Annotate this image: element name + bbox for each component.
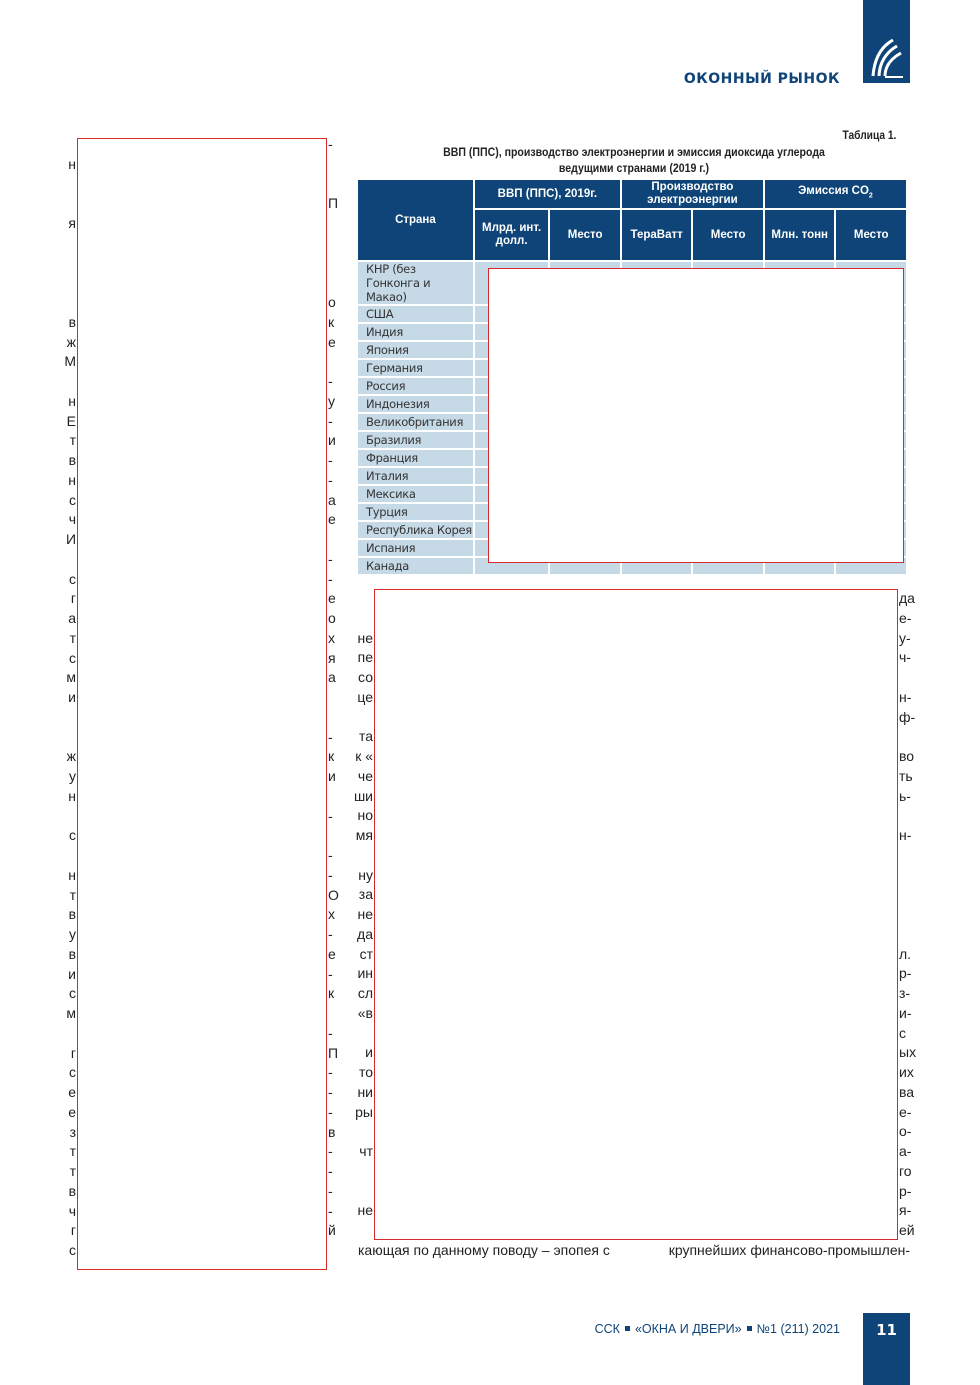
text-fragment: т (69, 1143, 76, 1160)
text-fragment: ч (68, 1202, 76, 1219)
header-co2-label: Эмиссия CO (798, 185, 869, 198)
footer-publisher: ССК (594, 1322, 620, 1336)
text-fragment: со (358, 669, 373, 685)
text-fragment: г (70, 1044, 76, 1061)
text-fragment: - (328, 807, 333, 824)
header-power-value: ТераВатт (622, 210, 692, 260)
table-caption: Таблица 1. (842, 128, 896, 142)
text-fragment: да (357, 925, 373, 942)
text-fragment: х (328, 906, 335, 923)
text-fragment: - (328, 847, 333, 863)
bullet-icon (747, 1326, 752, 1331)
text-fragment: е- (899, 1103, 912, 1120)
country-cell: Канада (358, 558, 473, 574)
header-co2 (765, 180, 906, 208)
text-fragment: М (64, 353, 76, 370)
redaction-box-left-column (77, 138, 327, 1270)
text-fragment: в (68, 1182, 76, 1199)
redaction-box-right-column (374, 589, 898, 1240)
text-fragment: т (69, 432, 76, 449)
text-fragment: а (68, 610, 76, 626)
text-fragment: ж (66, 333, 76, 350)
text-fragment: е (68, 1084, 76, 1100)
table-title-line: ВВП (ППС), производство электроэнергии и эмиссия диоксида углерода (443, 145, 825, 159)
text-fragment: н- (899, 827, 912, 843)
text-fragment: - (328, 1202, 333, 1219)
text-fragment: ей (899, 1222, 915, 1238)
text-fragment: о- (899, 1123, 912, 1140)
text-fragment: Е (66, 412, 76, 429)
country-cell: Мексика (358, 486, 473, 502)
text-fragment: о (328, 294, 336, 310)
text-fragment: ни (357, 1083, 373, 1100)
text-fragment: н (68, 471, 76, 488)
bullet-icon (625, 1326, 630, 1331)
text-fragment: сл (357, 985, 373, 1001)
text-fragment: т (69, 1163, 76, 1179)
table-title-line: ведущими странами (2019 г.) (558, 161, 710, 175)
country-cell: Индонезия (358, 396, 473, 412)
text-fragment: не (357, 1202, 373, 1219)
text-fragment: е (68, 1103, 76, 1120)
text-fragment: и (328, 432, 336, 449)
header-country: Страна (358, 180, 473, 260)
header-co2-rank: Место (836, 210, 906, 260)
text-fragment: у (69, 768, 76, 784)
text-fragment: ч- (899, 649, 911, 666)
text-fragment: - (328, 1143, 333, 1160)
text-fragment: н (68, 787, 76, 804)
text-fragment: ф- (899, 708, 916, 725)
text-fragment: м (66, 669, 76, 686)
text-fragment: к (328, 748, 335, 765)
text-fragment: - (328, 452, 333, 468)
text-fragment: ну (358, 866, 373, 883)
text-fragment: в (68, 313, 76, 330)
text-fragment: в (68, 452, 76, 468)
text-fragment: а (328, 491, 336, 508)
text-fragment: че (357, 767, 373, 784)
text-fragment: И (65, 531, 76, 547)
country-cell: Германия (358, 360, 473, 376)
text-fragment: с (69, 491, 76, 508)
text-fragment: - (328, 728, 333, 745)
text-fragment: чт (359, 1143, 373, 1159)
header-tab (863, 0, 910, 83)
country-cell: Бразилия (358, 432, 473, 448)
text-fragment: - (328, 136, 333, 152)
text-fragment: ч (68, 511, 76, 528)
text-fragment: да (899, 590, 915, 606)
text-fragment: р- (899, 1182, 912, 1199)
text-fragment: ши (353, 787, 373, 804)
text-fragment: - (328, 1163, 333, 1179)
country-cell: Франция (358, 450, 473, 466)
text-fragment: е- (899, 609, 912, 626)
text-fragment: П (328, 195, 339, 212)
text-fragment: а- (899, 1143, 912, 1159)
text-fragment: з (69, 1123, 76, 1140)
text-fragment: а (328, 669, 336, 686)
text-fragment: г (70, 590, 76, 607)
text-fragment: це (357, 688, 373, 705)
text-fragment: я (68, 215, 76, 231)
text-fragment: к (328, 313, 335, 330)
header-power-rank: Место (693, 210, 763, 260)
header-co2-value: Млн. тонн (765, 210, 835, 260)
text-fragment: го (899, 1162, 912, 1179)
text-fragment: е (328, 590, 336, 607)
footer-issue: №1 (211) 2021 (756, 1322, 840, 1336)
footer-magazine: «ОКНА И ДВЕРИ» (634, 1322, 742, 1336)
text-fragment: ры (355, 1103, 373, 1120)
text-fragment: - (328, 1182, 333, 1199)
text-fragment: ых (899, 1044, 917, 1061)
text-fragment: и (68, 965, 76, 982)
table-title (358, 144, 910, 176)
text-fragment: ж (66, 748, 76, 765)
text-fragment: м (66, 1005, 76, 1021)
country-cell: Великобритания (358, 414, 473, 430)
text-fragment: то (358, 1064, 373, 1080)
text-fragment: у (69, 926, 76, 942)
text-fragment: й (328, 1222, 336, 1239)
text-fragment: в (328, 1123, 336, 1140)
text-fragment: с (69, 570, 76, 587)
text-fragment: н (68, 155, 76, 172)
text-fragment: и (68, 689, 76, 705)
text-fragment: я (328, 649, 336, 666)
text-fragment: не (357, 906, 373, 922)
text-fragment: т (69, 629, 76, 646)
header-co2-sub: 2 (868, 192, 873, 200)
text-fragment: пе (357, 649, 373, 666)
text-fragment: у- (899, 629, 911, 646)
text-fragment: - (328, 866, 333, 883)
text-fragment: с (69, 827, 76, 844)
country-cell: Япония (358, 342, 473, 358)
text-fragment: с (69, 649, 76, 666)
text-fragment: - (328, 570, 333, 587)
text-fragment: ь- (899, 787, 911, 804)
text-fragment: - (328, 373, 333, 389)
header-power: Производство электроэнергии (622, 180, 763, 208)
country-cell: Индия (358, 324, 473, 340)
text-fragment: - (328, 965, 333, 982)
text-fragment: к (328, 985, 335, 1002)
text-fragment: не (357, 629, 373, 646)
text-fragment: т (69, 886, 76, 903)
country-cell: Турция (358, 504, 473, 520)
text-fragment: ст (359, 945, 373, 962)
text-fragment: - (328, 550, 333, 567)
redaction-box-table-values (488, 268, 904, 563)
country-cell: Италия (358, 468, 473, 484)
country-cell: США (358, 306, 473, 322)
text-fragment: с (69, 1064, 76, 1081)
text-fragment: н (68, 392, 76, 409)
text-fragment: е (328, 945, 336, 962)
text-fragment: ин (357, 965, 373, 982)
page-number: 11 (863, 1313, 910, 1385)
text-fragment: - (328, 1064, 333, 1081)
text-fragment: - (328, 1103, 333, 1120)
country-cell: КНР (без Гонконга и Макао) (358, 262, 473, 304)
text-fragment: их (899, 1064, 914, 1080)
text-fragment: во (899, 748, 915, 764)
text-fragment: за (358, 886, 373, 903)
text-fragment: е (328, 511, 336, 528)
text-fragment: кающая по данному поводу – эпопея с (358, 1241, 610, 1258)
text-fragment: н (68, 866, 76, 883)
text-fragment: з- (899, 985, 911, 1001)
text-fragment: - (328, 1084, 333, 1100)
text-fragment: о (328, 610, 336, 626)
country-cell: Россия (358, 378, 473, 394)
magazine-logo-icon (869, 36, 905, 80)
text-fragment: и (328, 768, 336, 784)
text-fragment: с (899, 1024, 906, 1041)
section-title: ОКОННЫЙ РЫНОК (683, 71, 840, 87)
text-fragment: П (328, 1044, 339, 1061)
text-fragment: - (328, 412, 333, 429)
text-fragment: крупнейших финансово-промышлен- (668, 1241, 910, 1258)
text-fragment: в (68, 945, 76, 962)
text-fragment: р- (899, 965, 912, 982)
text-fragment: и (365, 1044, 373, 1061)
text-fragment: в (68, 906, 76, 923)
header-gdp-rank: Место (550, 210, 620, 260)
text-fragment: ва (899, 1083, 915, 1100)
text-fragment: «в (357, 1004, 373, 1021)
country-cell: Республика Корея (358, 522, 473, 538)
text-fragment: та (358, 728, 373, 745)
text-fragment: но (357, 807, 373, 824)
text-fragment: и- (899, 1004, 912, 1021)
text-fragment: мя (355, 827, 373, 843)
footer-credits (595, 1322, 840, 1336)
text-fragment: х (328, 629, 335, 646)
text-fragment: е (328, 333, 336, 350)
header-gdp-value: Млрд. инт. долл. (475, 210, 549, 260)
header-gdp: ВВП (ППС), 2019г. (475, 180, 620, 208)
text-fragment: - (328, 1024, 333, 1041)
country-cell: Испания (358, 540, 473, 556)
text-fragment: л. (899, 945, 912, 962)
text-fragment: н- (899, 688, 912, 705)
text-fragment: - (328, 471, 333, 488)
text-fragment: к « (355, 748, 373, 764)
text-fragment: у (328, 392, 335, 409)
text-fragment: - (328, 926, 333, 942)
text-fragment: ть (899, 767, 913, 784)
text-fragment: я- (899, 1202, 912, 1219)
text-fragment: г (70, 1222, 76, 1239)
text-fragment: О (328, 886, 339, 903)
text-fragment: с (69, 1242, 76, 1258)
text-fragment: с (69, 985, 76, 1002)
